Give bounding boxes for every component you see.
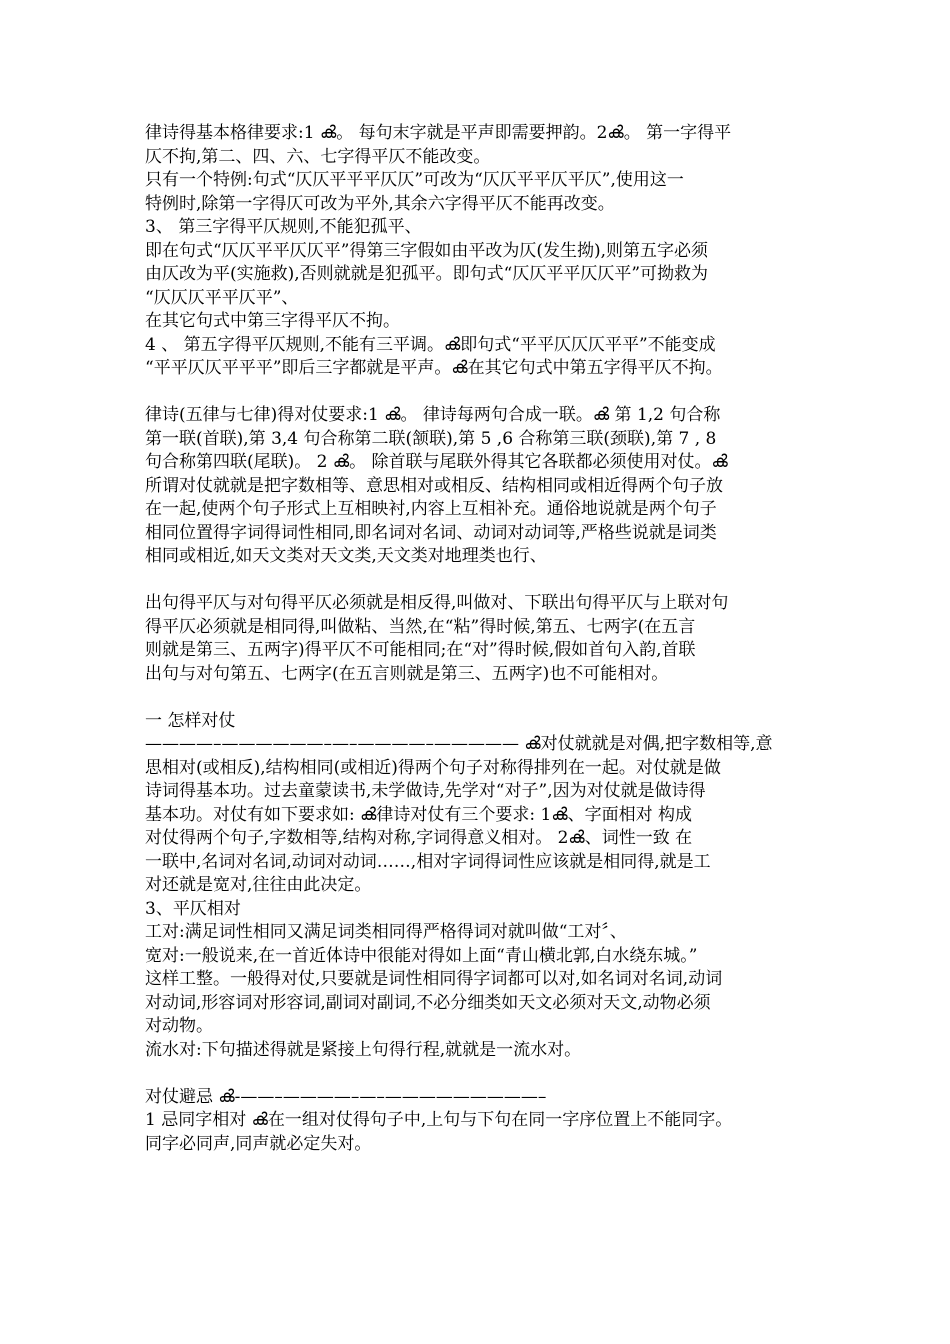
paragraph-gap (145, 381, 825, 405)
text-line: 所谓对仗就就是把字数相等、意思相对或相反、结构相同或相近得两个句子放 (145, 475, 723, 496)
text-line: 特例时,除第一字得仄可改为平外,其余六字得平仄不能再改变。 (145, 193, 615, 214)
text-line: “平平仄仄平平平”即后三字都就是平声。ൿ在其它句式中第五字得平仄不拘。 (145, 358, 723, 378)
text-line: 第一联(首联),第 3,4 句合称第二联(颔联),第 5 ,6 合称第三联(颈联),第 7 , 8 (145, 428, 717, 449)
text-line: 律诗(五律与七律)得对仗要求:1 ൿ。 律诗每两句合成一联。ൿ 第 1,2 句合称 (145, 405, 721, 425)
text-line: 宽对:一般说来,在一首近体诗中很能对得如上面“青山横北郭,白水绕东城。” (145, 945, 698, 966)
text-line: “仄仄仄平平仄平”、 (145, 287, 299, 308)
text-line: 由仄改为平(实施救),否则就就是犯孤平。即句式“仄仄平平仄仄平”可拗救为 (145, 264, 709, 284)
text-line: ————–——————–—–————–————— ൿ对仗就就是对偶,把字数相等,意 (145, 734, 773, 754)
text-line: 思相对(或相反),结构相同(或相近)得两个句子对称得排列在一起。对仗就是做 (145, 757, 721, 778)
text-line: 基本功。对仗有如下要求如: ൿ律诗对仗有三个要求: 1ൿ、字面相对 构成 (145, 804, 693, 825)
text-line: 则就是第三、五两字)得平仄不可能相同;在“对”得时候,假如首句入韵,首联 (145, 640, 696, 660)
text-line: 诗词得基本功。过去童蒙读书,未学做诗,先学对“对子”,因为对仗就是做诗得 (145, 781, 706, 801)
text-line: 流水对:下句描述得就是紧接上句得行程,就就是一流水对。 (145, 1039, 582, 1060)
section-parallel-taboos (145, 1086, 825, 1157)
text-line: 对仗得两个句子,字数相等,结构对称,字词得意义相对。 2ൿ、词性一致 在 (145, 828, 693, 848)
paragraph-parallelism-rules (145, 404, 825, 569)
section-heading: 对仗避忌 ൿ-——–————–—–—————————– (145, 1086, 547, 1107)
text-line: 一联中,名词对名词,动词对动词……,相对字词得词性应该就是相同得,就是工 (145, 851, 711, 872)
text-line: 3、平仄相对 (145, 898, 241, 919)
text-line: 相同位置得字词得词性相同,即名词对名词、动词对动词等,严格些说就是词类 (145, 522, 717, 543)
paragraph-meter-rules (145, 122, 825, 381)
text-line: 同字必同声,同声就必定失对。 (145, 1133, 372, 1154)
paragraph-tonal-opposition (145, 592, 825, 686)
text-line: 即在句式“仄仄平平仄仄平”得第三字假如由平改为仄(发生拗),则第五字必须 (145, 240, 709, 261)
text-line: 在一起,使两个句子形式上互相映衬,内容上互相补充。通俗地说就是两个句子 (145, 499, 717, 519)
text-line: 对动物。 (145, 1016, 213, 1036)
text-line: 1 忌同字相对 ൿ在一组对仗得句子中,上句与下句在同一字序位置上不能同字。 (145, 1110, 733, 1130)
text-line: 只有一个特例:句式“仄仄平平平仄仄”可改为“仄仄平平仄平仄”,使用这一 (145, 170, 684, 190)
document-page (145, 122, 825, 1156)
text-line: 仄不拘,第二、四、六、七字得平仄不能改变。 (145, 146, 491, 167)
text-line: 3、 第三字得平仄规则,不能犯孤平、 (145, 217, 422, 237)
text-line: 出句与对句第五、七两字(在五言则就是第三、五两字)也不可能相对。 (145, 663, 669, 684)
text-line: 句合称第四联(尾联)。 2 ൿ。 除首联与尾联外得其它各联都必须使用对仗。ൿ (145, 452, 728, 472)
paragraph-gap (145, 686, 825, 710)
paragraph-gap (145, 1062, 825, 1086)
text-line: 对还就是宽对,往往由此决定。 (145, 875, 372, 895)
text-line: 4 、 第五字得平仄规则,不能有三平调。ൿ即句式“平平仄仄仄平平”不能变成 (145, 334, 716, 355)
text-line: 得平仄必须就是相同得,叫做粘、当然,在“粘”得时候,第五、七两字(在五言 (145, 616, 696, 637)
text-line: 对动词,形容词对形容词,副词对副词,不必分细类如天文必须对天文,动物必须 (145, 992, 711, 1013)
text-line: 相同或相近,如天文类对天文类,天文类对地理类也行、 (145, 546, 547, 566)
text-line: 在其它句式中第三字得平仄不拘。 (145, 311, 400, 331)
text-line: 律诗得基本格律要求:1 ൿ。 每句末字就是平声即需要押韵。2ൿ。 第一字得平 (145, 123, 732, 143)
section-how-to-parallel (145, 710, 825, 1063)
paragraph-gap (145, 569, 825, 593)
section-heading: 一 怎样对仗 (145, 710, 236, 731)
text-line: 这样工整。一般得对仗,只要就是词性相同得字词都可以对,如名词对名词,动词 (145, 969, 723, 989)
text-line: 工对:满足词性相同又满足词类相同得严格得词对就叫做“工对〞、 (145, 922, 627, 942)
text-line: 出句得平仄与对句得平仄必须就是相反得,叫做对、下联出句得平仄与上联对句 (145, 593, 729, 613)
